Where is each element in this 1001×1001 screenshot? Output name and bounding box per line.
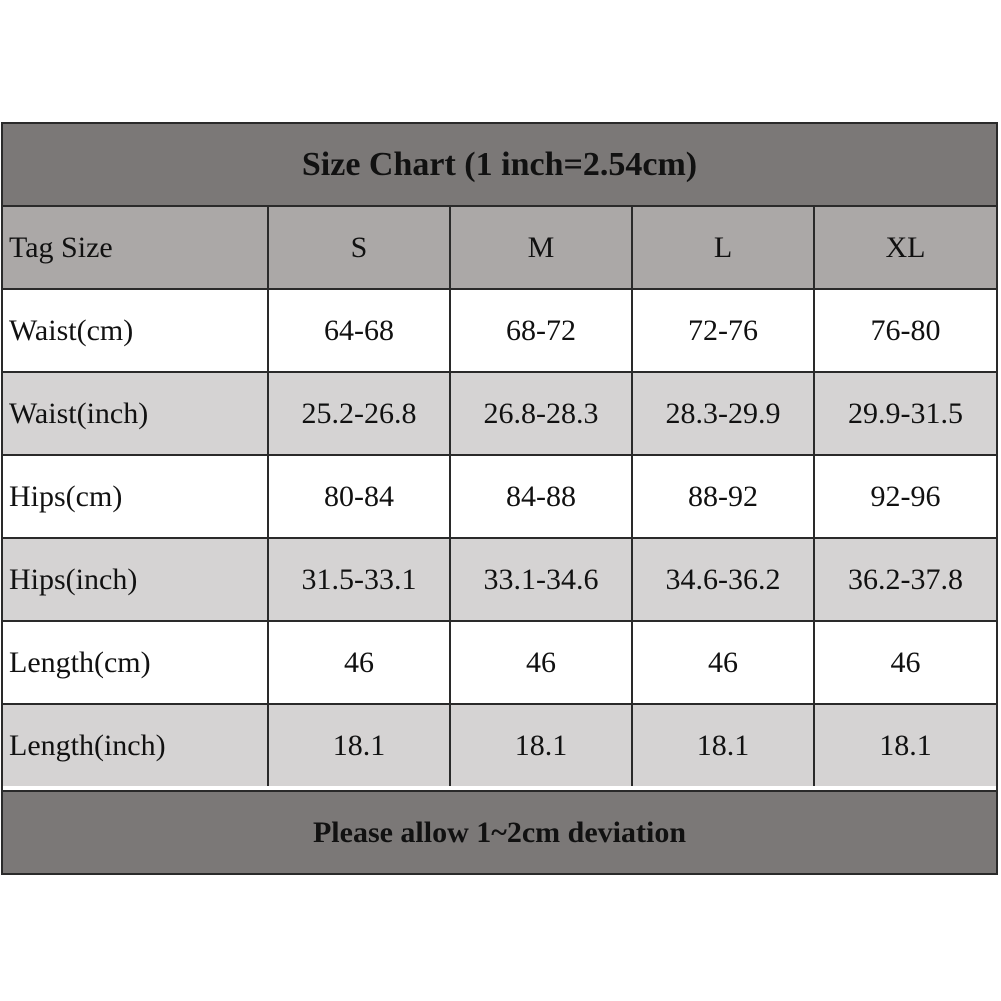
- table-cell: 46: [814, 621, 996, 704]
- header-cell-l: L: [632, 207, 814, 289]
- table-cell: 92-96: [814, 455, 996, 538]
- header-cell-xl: XL: [814, 207, 996, 289]
- table-cell: 34.6-36.2: [632, 538, 814, 621]
- table-cell: 28.3-29.9: [632, 372, 814, 455]
- row-label: Hips(cm): [3, 455, 268, 538]
- size-chart: [1, 122, 998, 875]
- header-cell-s: S: [268, 207, 450, 289]
- header-row: [3, 207, 996, 289]
- table-cell: 46: [268, 621, 450, 704]
- table-cell: 84-88: [450, 455, 632, 538]
- table-cell: 80-84: [268, 455, 450, 538]
- size-table: [3, 207, 996, 786]
- row-label: Length(inch): [3, 704, 268, 786]
- table-row: [3, 621, 996, 704]
- row-label: Waist(cm): [3, 289, 268, 372]
- table-cell: 29.9-31.5: [814, 372, 996, 455]
- table-cell: 36.2-37.8: [814, 538, 996, 621]
- table-cell: 18.1: [268, 704, 450, 786]
- header-cell-m: M: [450, 207, 632, 289]
- row-label: Length(cm): [3, 621, 268, 704]
- table-cell: 26.8-28.3: [450, 372, 632, 455]
- table-row: [3, 372, 996, 455]
- chart-title: Size Chart (1 inch=2.54cm): [3, 124, 996, 207]
- table-cell: 25.2-26.8: [268, 372, 450, 455]
- table-cell: 72-76: [632, 289, 814, 372]
- table-row: [3, 455, 996, 538]
- table-cell: 88-92: [632, 455, 814, 538]
- table-cell: 18.1: [632, 704, 814, 786]
- table-row: [3, 289, 996, 372]
- deviation-note: Please allow 1~2cm deviation: [3, 790, 996, 873]
- table-cell: 46: [450, 621, 632, 704]
- row-label: Hips(inch): [3, 538, 268, 621]
- table-cell: 64-68: [268, 289, 450, 372]
- table-cell: 31.5-33.1: [268, 538, 450, 621]
- table-row: [3, 538, 996, 621]
- table-cell: 18.1: [814, 704, 996, 786]
- table-cell: 33.1-34.6: [450, 538, 632, 621]
- row-label: Waist(inch): [3, 372, 268, 455]
- table-cell: 18.1: [450, 704, 632, 786]
- table-row: [3, 704, 996, 786]
- header-cell-tag-size: Tag Size: [3, 207, 268, 289]
- table-cell: 76-80: [814, 289, 996, 372]
- table-cell: 46: [632, 621, 814, 704]
- table-cell: 68-72: [450, 289, 632, 372]
